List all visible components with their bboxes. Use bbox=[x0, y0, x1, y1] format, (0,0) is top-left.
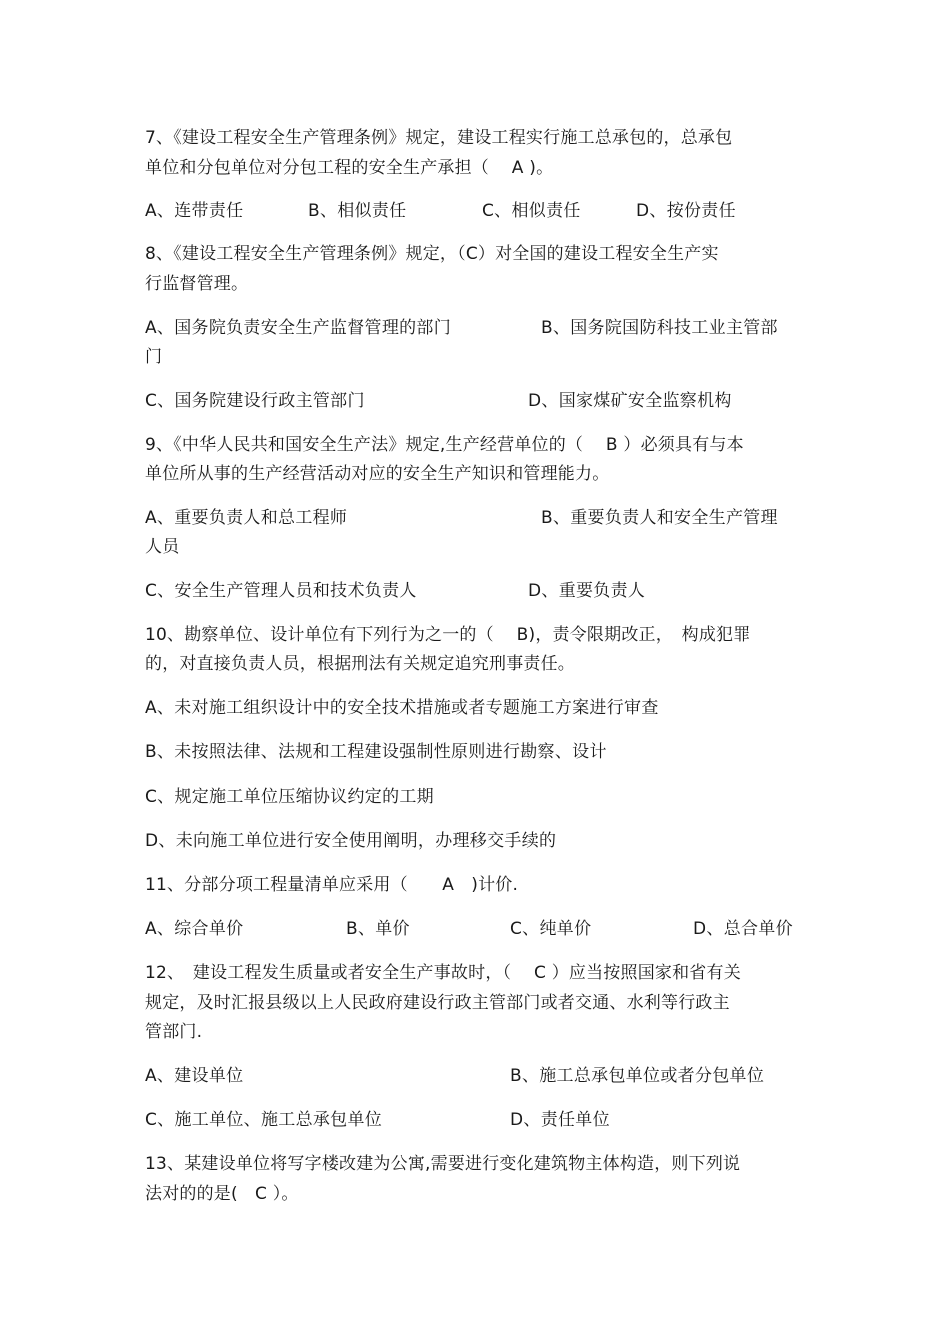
question-9-stem-line2: 单位所从事的生产经营活动对应的安全生产知识和管理能力。 bbox=[145, 464, 610, 484]
question-12-option-d: D、责任单位 bbox=[510, 1110, 610, 1130]
question-12-option-c: C、施工单位、施工总承包单位 bbox=[145, 1110, 383, 1130]
question-7-option-d: D、按份责任 bbox=[636, 201, 736, 221]
question-10-stem-line1: 10、勘察单位、设计单位有下列行为之一的（ B)，责令限期改正， 构成犯罪 bbox=[145, 625, 751, 645]
question-11-option-b: B、单价 bbox=[346, 919, 410, 939]
question-9-option-a: A、重要负责人和总工程师 bbox=[145, 508, 348, 528]
question-8-option-b: B、国务院国防科技工业主管部 bbox=[541, 318, 778, 338]
question-8-option-d: D、国家煤矿安全监察机构 bbox=[528, 391, 732, 411]
question-9-option-b-wrap: 人员 bbox=[145, 537, 180, 557]
question-12-stem-line1: 12、 建设工程发生质量或者安全生产事故时，（ C ）应当按照国家和省有关 bbox=[145, 963, 741, 983]
question-8-stem-line2: 行监督管理。 bbox=[145, 274, 249, 294]
question-7-option-a: A、连带责任 bbox=[145, 201, 244, 221]
question-12-option-b: B、施工总承包单位或者分包单位 bbox=[510, 1066, 765, 1086]
question-7-option-b: B、相似责任 bbox=[308, 201, 407, 221]
question-10-option-b: B、未按照法律、法规和工程建设强制性原则进行勘察、设计 bbox=[145, 742, 607, 762]
question-9-option-d: D、重要负责人 bbox=[528, 581, 646, 601]
question-10-option-d: D、未向施工单位进行安全使用阐明，办理移交手续的 bbox=[145, 831, 557, 851]
question-11-option-a: A、综合单价 bbox=[145, 919, 244, 939]
question-11-option-c: C、纯单价 bbox=[510, 919, 592, 939]
question-7-stem-line2: 单位和分包单位对分包工程的安全生产承担（ A )。 bbox=[145, 158, 554, 178]
question-13-stem-line1: 13、某建设单位将写字楼改建为公寓,需要进行变化建筑物主体构造，则下列说 bbox=[145, 1154, 741, 1174]
question-8-option-c: C、国务院建设行政主管部门 bbox=[145, 391, 365, 411]
question-9-option-c: C、安全生产管理人员和技术负责人 bbox=[145, 581, 417, 601]
question-8-option-b-wrap: 门 bbox=[145, 347, 163, 367]
question-10-option-c: C、规定施工单位压缩协议约定的工期 bbox=[145, 787, 434, 807]
question-8-stem-line1: 8、《建设工程安全生产管理条例》规定，（C）对全国的建设工程安全生产实 bbox=[145, 244, 719, 264]
question-12-stem-line3: 管部门. bbox=[145, 1022, 203, 1042]
question-9-stem-line1: 9、《中华人民共和国安全生产法》规定,生产经营单位的（ B ）必须具有与本 bbox=[145, 435, 744, 455]
question-12-option-a: A、建设单位 bbox=[145, 1066, 244, 1086]
question-7-stem-line1: 7、《建设工程安全生产管理条例》规定，建设工程实行施工总承包的，总承包 bbox=[145, 128, 733, 148]
question-11-option-d: D、总合单价 bbox=[693, 919, 793, 939]
question-10-stem-line2: 的，对直接负责人员，根据刑法有关规定追究刑事责任。 bbox=[145, 654, 575, 674]
question-11-stem: 11、分部分项工程量清单应采用（ A )计价. bbox=[145, 875, 519, 895]
question-12-stem-line2: 规定，及时汇报县级以上人民政府建设行政主管部门或者交通、水利等行政主 bbox=[145, 993, 730, 1013]
question-8-option-a: A、国务院负责安全生产监督管理的部门 bbox=[145, 318, 452, 338]
question-9-option-b: B、重要负责人和安全生产管理 bbox=[541, 508, 778, 528]
question-7-option-c: C、相似责任 bbox=[482, 201, 581, 221]
question-10-option-a: A、未对施工组织设计中的安全技术措施或者专题施工方案进行审查 bbox=[145, 698, 659, 718]
question-13-stem-line2: 法对的的是( C ）。 bbox=[145, 1184, 299, 1204]
